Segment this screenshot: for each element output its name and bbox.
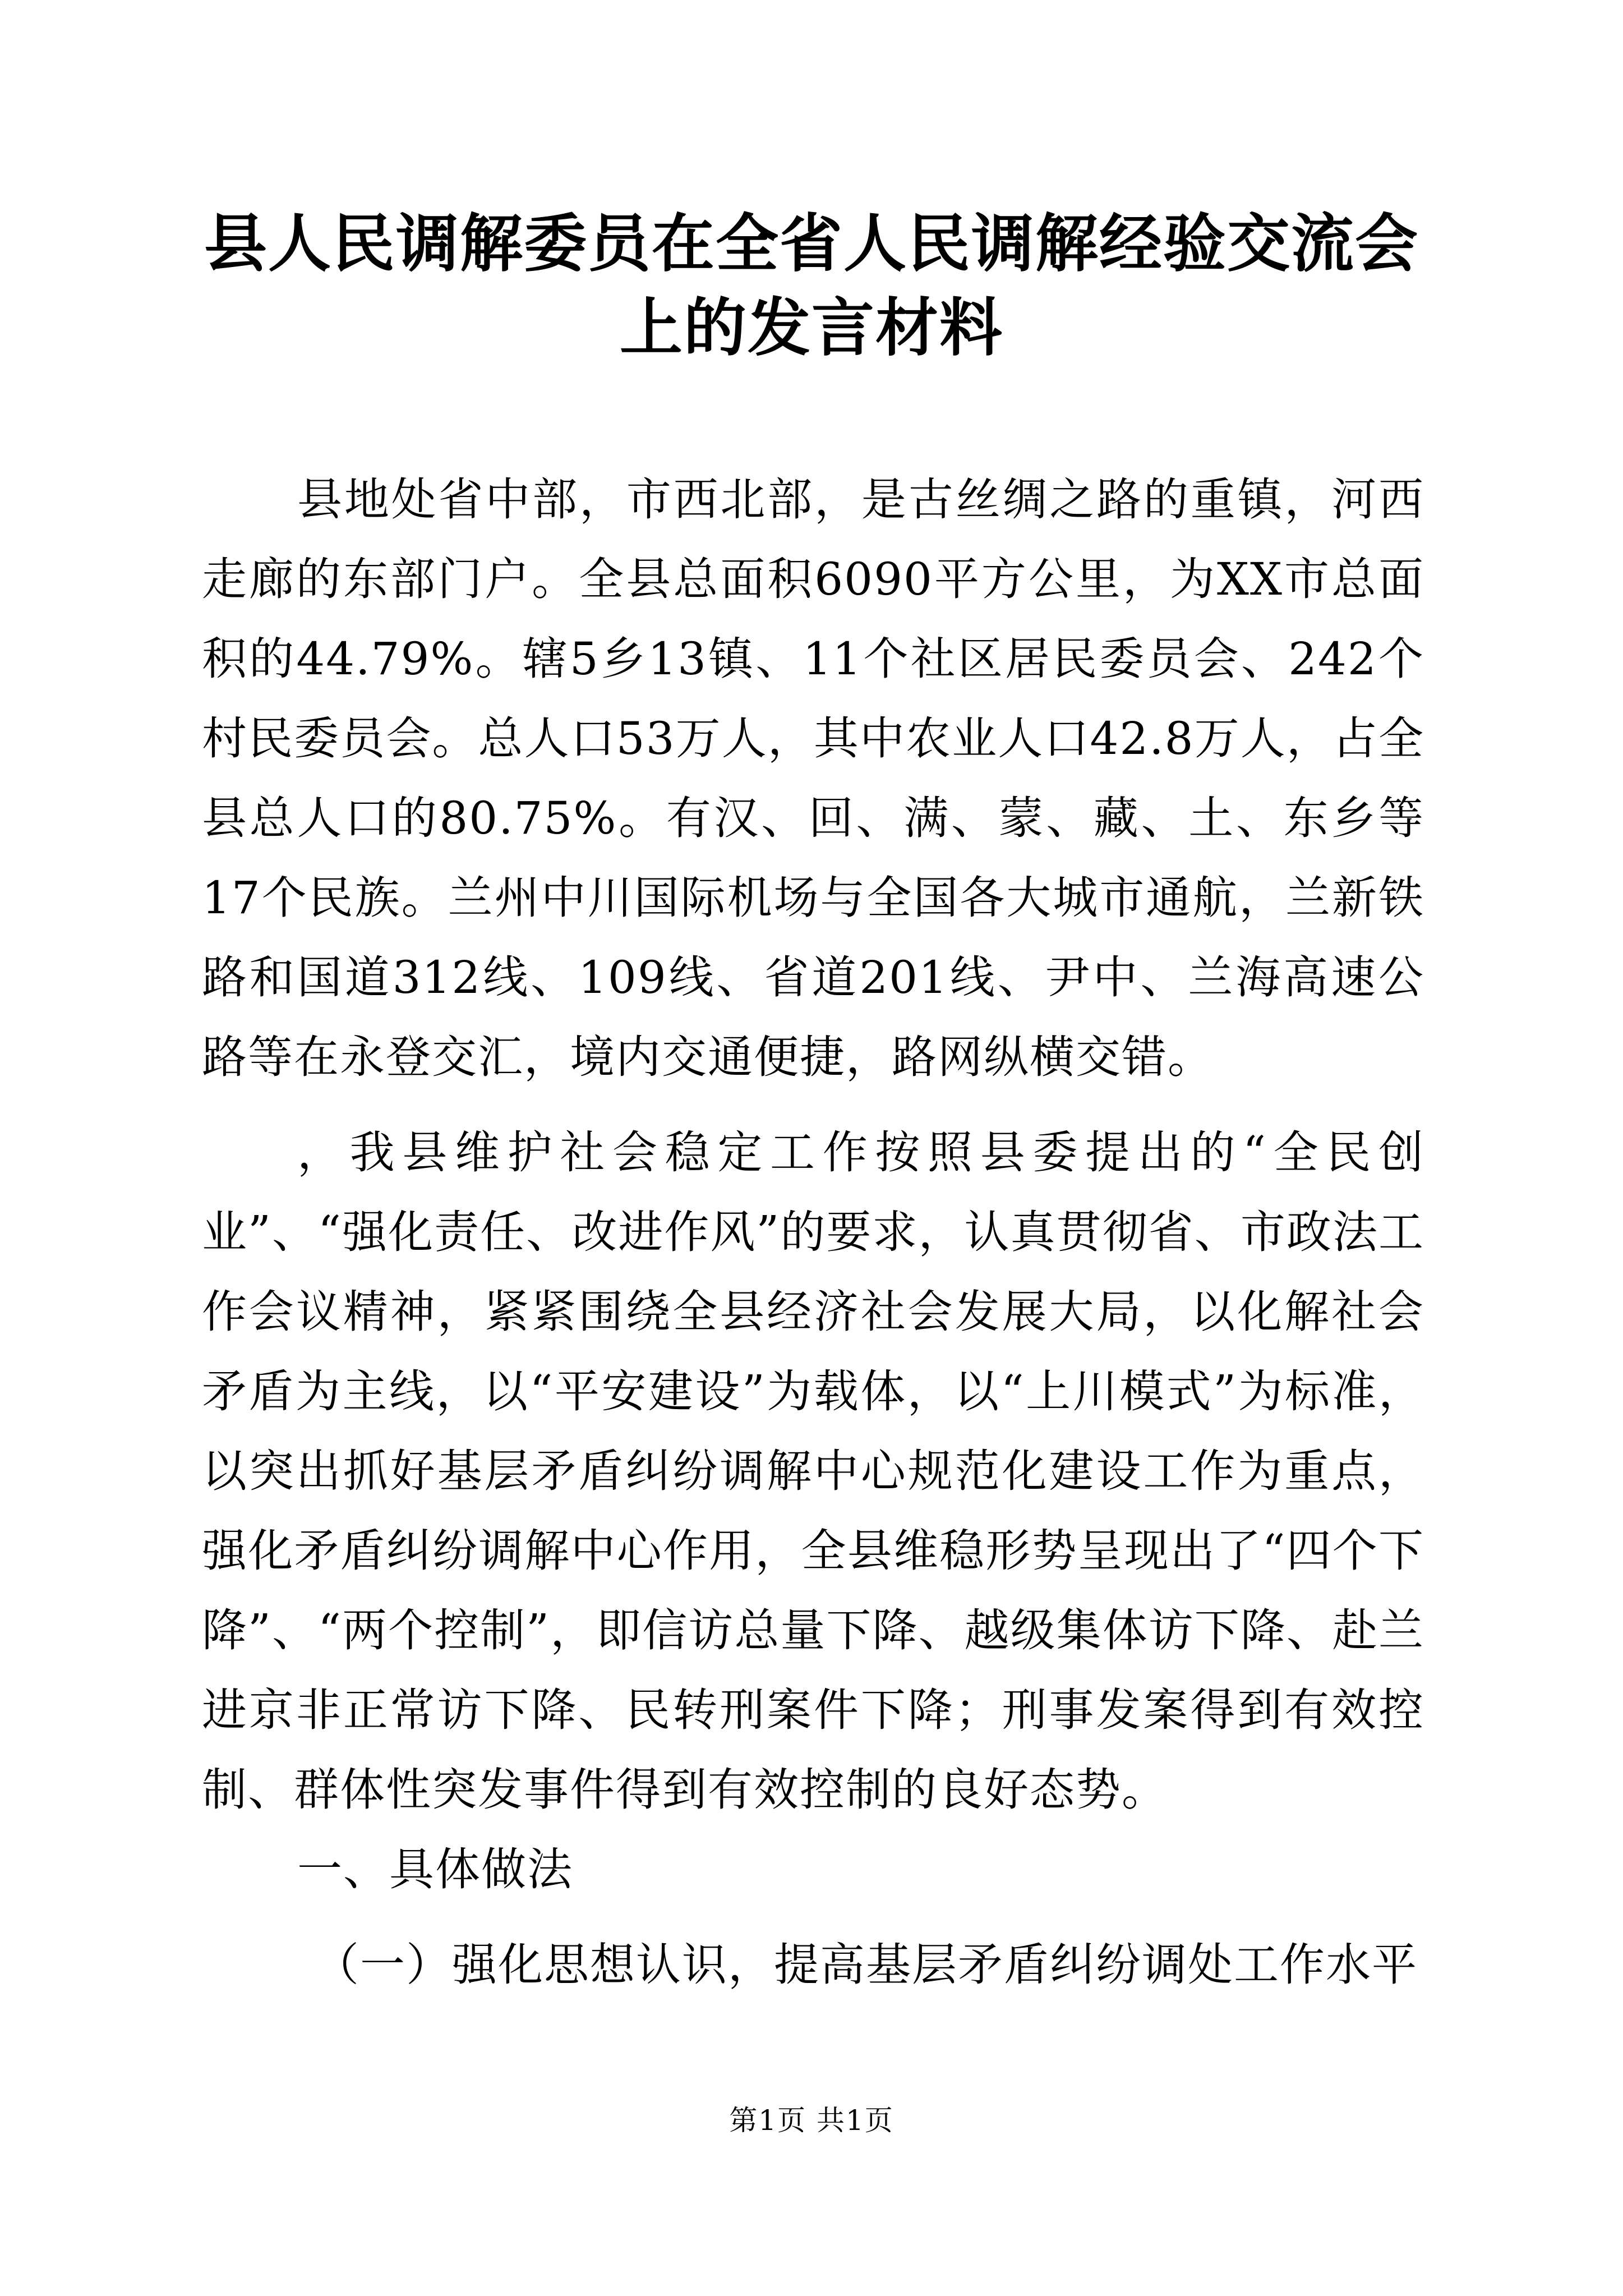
subsection-heading: （一）强化思想认识，提高基层矛盾纠纷调处工作水平 (314, 1939, 1418, 1991)
document-title: 县人民调解委员在全省人民调解经验交流会上的发言材料 (204, 207, 1419, 365)
paragraph-county-overview: 县地处省中部，市西北部，是古丝绸之路的重镇，河西走廊的东部门户。全县总面积6090平方公里，为XX市总面积的44.79%。辖5乡13镇、11个社区居民委员会、242个村民委员会。总人口53万人，其中农业人口42.8万人，占全县总人口的80.75%。有汉、回、满、蒙、藏、土、东乡等17个民族。兰州中川国际机场与全国各大城市通航，兰新铁路和国道312线、109线、省道201线、尹中、兰海高速公路等在永登交汇，境内交通便捷，路网纵横交错。 (202, 473, 1424, 1083)
paragraph-stability-work: ，我县维护社会稳定工作按照县委提出的“全民创业”、“强化责任、改进作风”的要求，认真贯彻省、市政法工作会议精神，紧紧围绕全县经济社会发展大局，以化解社会矛盾为主线，以“平安建设”为载体，以“上川模式”为标准，以突出抓好基层矛盾纠纷调解中心规范化建设工作为重点，强化矛盾纠纷调解中心作用，全县维稳形势呈现出了“四个下降”、“两个控制”，即信访总量下降、越级集体访下降、赴兰进京非正常访下降、民转刑案件下降；刑事发案得到有效控制、群体性突发事件得到有效控制的良好态势。 (202, 1126, 1424, 1816)
page-footer: 第1页 共1页 (729, 2104, 894, 2137)
section-heading: 一、具体做法 (297, 1843, 573, 1895)
document-body (202, 460, 1424, 2005)
